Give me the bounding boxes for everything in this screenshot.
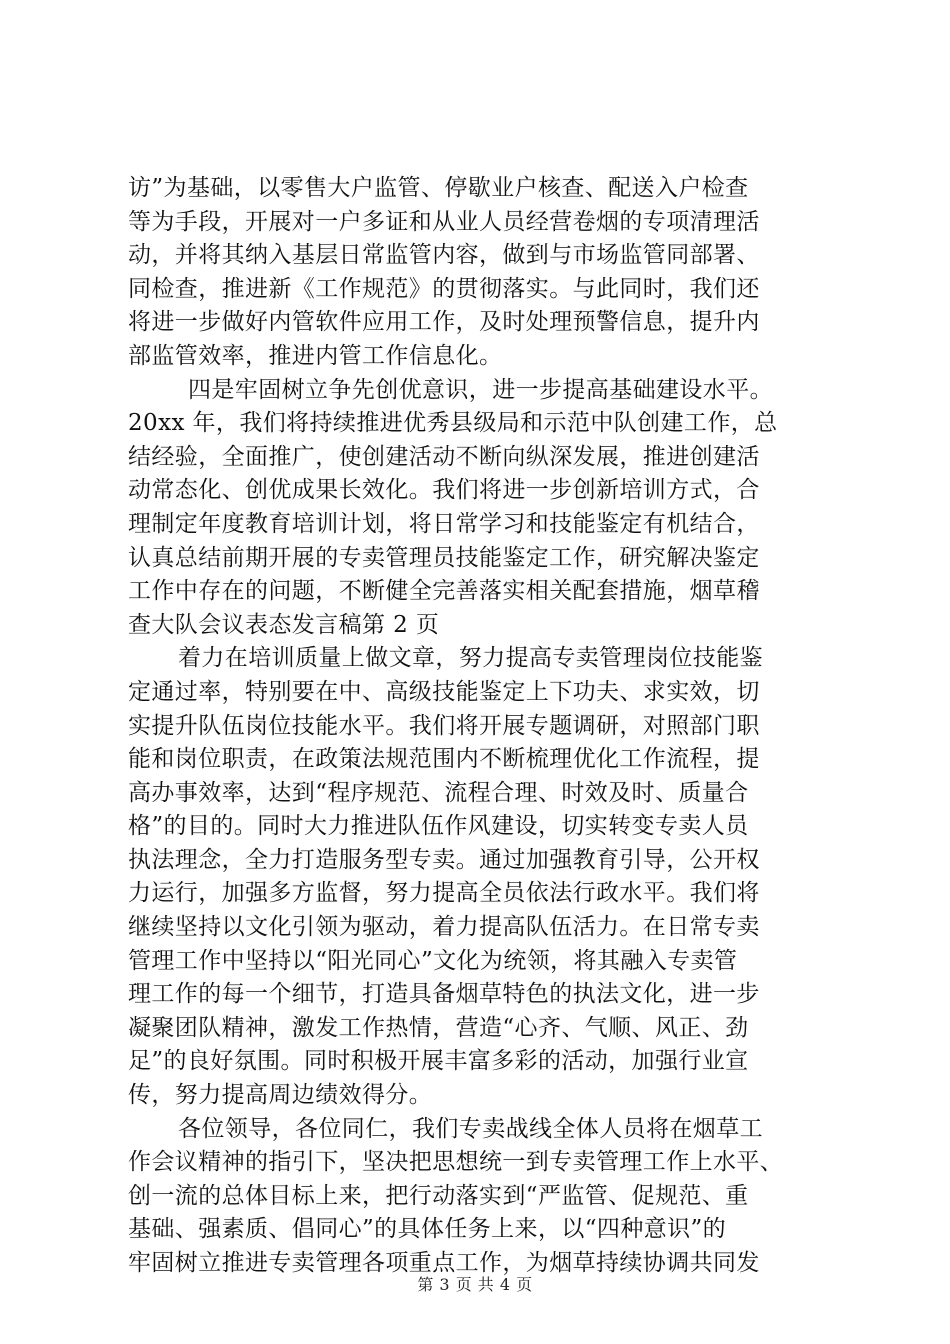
text-line: 部监管效率，推进内管工作信息化。 xyxy=(128,342,503,369)
page-number: 第 3 页 共 4 页 xyxy=(417,1275,533,1294)
text-line: 同检查，推进新《工作规范》的贯彻落实。与此同时，我们还 xyxy=(128,275,760,302)
text-line: 实提升队伍岗位技能水平。我们将开展专题调研，对照部门职 xyxy=(128,712,760,739)
text-line: 动常态化、创优成果长效化。我们将进一步创新培训方式，合 xyxy=(128,477,760,504)
text-line: 等为手段，开展对一户多证和从业人员经营卷烟的专项清理活 xyxy=(128,208,760,235)
text-line: 理工作的每一个细节，打造具备烟草特色的执法文化，进一步 xyxy=(128,981,760,1008)
text-line: 足”的良好氛围。同时积极开展丰富多彩的活动，加强行业宣 xyxy=(128,1048,749,1075)
text-line: 结经验，全面推广，使创建活动不断向纵深发展，推进创建活 xyxy=(128,443,760,470)
text-line: 执法理念，全力打造服务型专卖。通过加强教育引导，公开权 xyxy=(128,846,760,873)
text-line: 牢固树立推进专卖管理各项重点工作，为烟草持续协调共同发 xyxy=(128,1250,760,1276)
paragraph-start-line: 着力在培训质量上做文章，努力提高专卖管理岗位技能鉴 xyxy=(178,645,763,672)
text-line: 理制定年度教育培训计划，将日常学习和技能鉴定有机结合， xyxy=(128,510,760,537)
text-line: 基础、强素质、倡同心”的具体任务上来，以“四种意识”的 xyxy=(128,1216,727,1243)
text-line: 力运行，加强多方监督，努力提高全员依法行政水平。我们将 xyxy=(128,880,760,907)
text-line: 传，努力提高周边绩效得分。 xyxy=(128,1082,433,1109)
text-line: 高办事效率，达到“程序规范、流程合理、时效及时、质量合 xyxy=(128,779,749,806)
paragraph-start-line: 四是牢固树立争先创优意识，进一步提高基础建设水平。 xyxy=(188,376,773,403)
paragraph-start-line: 各位领导，各位同仁，我们专卖战线全体人员将在烟草工 xyxy=(178,1115,763,1142)
text-line: 格”的目的。同时大力推进队伍作风建设，切实转变专卖人员 xyxy=(128,813,749,840)
text-line: 工作中存在的问题，不断健全完善落实相关配套措施，烟草稽 xyxy=(128,578,760,605)
text-line: 继续坚持以文化引领为驱动，着力提高队伍活力。在日常专卖 xyxy=(128,914,760,941)
text-line: 凝聚团队精神，激发工作热情，营造“心齐、气顺、风正、劲 xyxy=(128,1014,749,1041)
text-line: 将进一步做好内管软件应用工作，及时处理预警信息，提升内 xyxy=(128,309,760,336)
text-line: 访”为基础，以零售大户监管、停歇业户核查、配送入户检查 xyxy=(128,175,749,201)
text-line: 查大队会议表态发言稿第 2 页 xyxy=(128,611,440,638)
page-footer xyxy=(0,1272,950,1295)
text-line: 作会议精神的指引下，坚决把思想统一到专卖管理工作上水平、 xyxy=(128,1149,784,1176)
document-body xyxy=(128,172,838,1281)
text-line: 创一流的总体目标上来，把行动落实到“严监管、促规范、重 xyxy=(128,1182,749,1209)
text-line: 能和岗位职责，在政策法规范围内不断梳理优化工作流程，提 xyxy=(128,746,760,773)
text-line: 定通过率，特别要在中、高级技能鉴定上下功夫、求实效，切 xyxy=(128,678,760,705)
text-line: 认真总结前期开展的专卖管理员技能鉴定工作，研究解决鉴定 xyxy=(128,544,760,571)
text-line: 20xx 年，我们将持续推进优秀县级局和示范中队创建工作，总 xyxy=(128,410,778,437)
text-line: 管理工作中坚持以“阳光同心”文化为统领，将其融入专卖管 xyxy=(128,947,738,974)
text-line: 动，并将其纳入基层日常监管内容，做到与市场监管同部署、 xyxy=(128,242,760,269)
